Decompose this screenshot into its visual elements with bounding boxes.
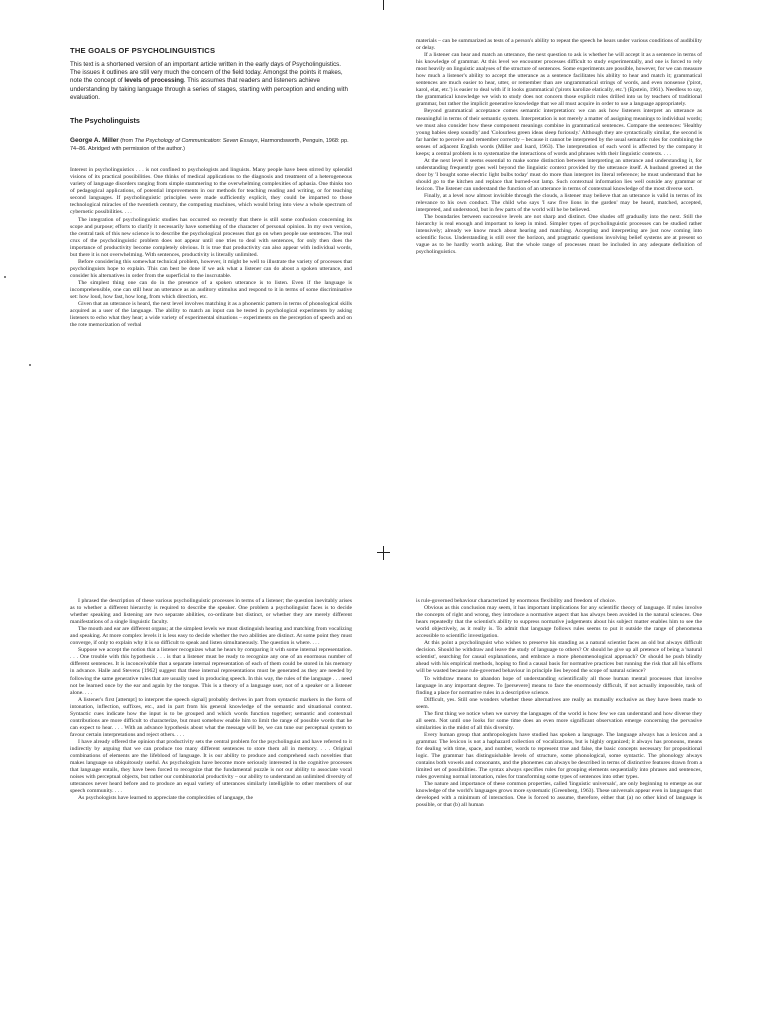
scan-speck — [4, 276, 6, 278]
body-paragraph: The simplest thing one can do in the presence of a spoken utterance is to listen. Even if the language is incomprehensible, one can still hear an utterance as an auditory stimulus and respond to it in terms of some discriminative set: how loud, how fast, how long, from which direction, etc. — [70, 279, 352, 301]
intro-key-term: levels of processing — [124, 77, 184, 85]
body-paragraph: Given that an utterance is heard, the next level involves matching it as a phonemic pattern in terms of phonological skills acquired as a user of the language. The ability to match an input can be tested in psychological experiments by asking listeners to echo what they hear; a wide variety of experimental situations – experiments on the perception of speech and on the rote memorization of verbal — [70, 301, 352, 329]
body-paragraph: The mouth and ear are different organs; at the simplest levels we must distinguish hearing and matching from vocalizing and speaking. At more complex levels it is less easy to decide whether the two abilities are distinct. At some point they must converge, if only to explain why it is so difficult to speak and listen simultaneously. The question is where. . . . — [70, 626, 352, 647]
body-paragraph: is rule-governed behaviour characterized by enormous flexibility and freedom of choice. — [416, 598, 617, 604]
body-paragraph: At this point a psycholinguist who wishes to preserve his standing as a natural scientist faces an old but always difficult decision. Should he withdraw and leave the study of language to others? Or should he give up all pretence of being a 'natural scientist', searching for causal explanations, and embrace a more phenomenological approach? Or should he push blindly ahead with his empirical methods, hoping to find a causal basis for normative practices but running the risk that all his efforts will be wasted because rule-governed behaviour in principle lies beyond the scope of natural science? — [416, 640, 702, 675]
crop-mark-top — [383, 0, 384, 10]
body-paragraph: I phrased the description of these various psycholinguistic processes in terms of a listener; the question inevitably arises as to whether a different hierarchy is required to describe the speaker. One problem a psycholinguist faces is to decide whether speaking and listening are two separate abilities, co-ordinate but distinct, or whether they are merely different manifestations of a single linguistic faculty. — [70, 598, 352, 626]
source-details: , Harmondsworth, Penguin, 1968: pp. 74–86. Abridged with permission of the author.) — [70, 138, 349, 152]
section-title: THE GOALS OF PSYCHOLINGUISTICS — [70, 46, 216, 55]
body-paragraph: A listener's first [attempt] to interpret the speech signal] probably derives in part from syntactic markers in the form of intonation, inflection, suffixes, etc., and in part from his general knowledge of the semantic and situational context. Syntactic cues indicate how the input is to be grouped and which words function together; semantic and contextual contributions are more difficult to characterize, but must somehow enable him to limit the range of possible words that he can expect to hear. . . . With an advance hypothesis about what the message will be, we can tune our perceptual system to favour certain interpretations and reject others. . . . — [70, 696, 352, 738]
body-paragraph: At the next level it seems essential to make some distinction between interpreting an utterance and understanding it, for understanding frequently goes well beyond the linguistic context provided by the utterance itself. A husband greeted at the door by 'I bought some electric light bulbs today' must do more than interpret its literal reference; he must understand that he should go to the kitchen and replace that burned-out lamp. Such contextual information lies well outside any grammar or lexicon. The listener can understand the function of an utterance in terms of contextual knowledge of the most diverse sort. — [416, 157, 702, 192]
body-paragraph: To withdraw means to abandon hope of understanding scientifically all those human mental processes that involve language in any important degree. To [persevere] means to face the enormously difficult, if not actually impossible, task of finding a place for normative rules in a descriptive science. — [416, 675, 702, 696]
article-subtitle: The Psycholinguists — [70, 116, 140, 126]
body-paragraph: The nature and importance of these common properties, called 'linguistic universals', are only beginning to emerge as our knowledge of the world's languages grows more systematic (Greenberg, 1963). These universals appear even in languages that developed with a minimum of interaction. One is forced to assume, therefore, either that (a) no other kind of language is possible, or that (b) all human — [416, 781, 702, 809]
scan-speck — [29, 364, 31, 366]
body-paragraph: Obvious as this conclusion may seem, it has important implications for any scientific theory of language. If rules involve the concepts of right and wrong, they introduce a normative aspect that has always been avoided in the natural sciences. One hears repeatedly that the scientist's ability to suppress normative judgements about his subject matter enables him to see the world objectively, as it really is. To admit that language follows rules seems to put it outside the range of phenomena accessible to scientific investigation. — [416, 605, 702, 640]
crop-mark-middle-vertical — [383, 546, 384, 560]
body-paragraph: As psychologists have learned to appreciate the complexities of language, the — [78, 795, 253, 802]
source-citation — [70, 137, 352, 153]
body-paragraph: Suppose we accept the notion that a listener recognizes what he hears by comparing it with some internal representation. . . . One trouble with this hypothesis . . . is that a listener must be ready to recognize any one of an enormous number of different sentences. It is inconceivable that a separate internal representation of each of them could be stored in his memory in advance. Halle and Stevens [1962] suggest that these internal representations must be generated as they are needed by following the same generative rules that are usually used in producing speech. In this way, the rules of the language . . . need not be learned once by the ear and again by the tongue. This is a theory of a language user, not of a speaker or a listener alone. . . . — [70, 647, 352, 696]
intro-text: This text is a shortened version of an important article written in the early days of Psycholinguistics. The issues it outlines are still very much the concern of the field today. Amongst the points it makes, note the concept of — [70, 61, 343, 85]
body-paragraph: The boundaries between successive levels are not sharp and distinct. One shades off gradually into the next. Still the hierarchy is real enough and important to keep in mind. Simpler types of psycholinguistic processes can be studied rather intensively; already we know much about hearing and matching. Accepting and interpreting are just now coming into scientific focus. Understanding is still over the horizon, and pragmatic questions involving belief systems are at present so vague as to be hardly worth asking. But the whole range of processes must be included in any adequate definition of psycholinguistics. — [416, 214, 702, 256]
body-paragraph: Difficult, yes. Still one wonders whether these alternatives are really as mutually exclusive as they have been made to seem. — [416, 696, 702, 710]
body-paragraph: I have already offered the opinion that productivity sets the central problem for the psycholinguist and have referred to it indirectly by arguing that we can produce too many different sentences to store them all in memory. . . . Original combinations of elements are the lifeblood of language. It is our ability to produce and comprehend such novelties that makes language so ubiquitously useful. As psychologists have become more seriously interested in the cognitive processes that language entails, they have been forced to recognize that the fundamental puzzle is not our ability to associate vocal noises with perceptual objects, but rather our combinatorial productivity – our ability to understand an unlimited diversity of utterances never heard before and to produce an equal variety of utterances similarly intelligible to other members of our speech community. . . . — [70, 738, 352, 795]
body-paragraph: Before considering this somewhat technical problem, however, it might be well to illustrate the variety of processes that psycholinguists hope to explain. This can best be done if we ask what a listener can do about a spoken utterance, and consider his alternatives in order from the superficial to the inscrutable. — [70, 258, 352, 279]
body-paragraph: The integration of psycholinguistic studies has occurred so recently that there is still some confusion concerning its scope and purpose; efforts to clarify it necessarily have something of the character of personal opinion. In my own version, the central task of this new science is to describe the psychological processes that go on when people use sentences. The real crux of the psycholinguistic problem does not appear until one tries to deal with sentences, for only then does the importance of productivity become completely obvious. It is true that productivity can also appear with individual words, but there it is not overwhelming. With sentences, productivity is literally unlimited. — [70, 216, 352, 258]
page-top-right — [416, 38, 702, 586]
body-paragraph: Interest in psycholinguistics . . . is not confined to psychologists and linguists. Many people have been stirred by splendid visions of its practical possibilities. One thinks of medical applications to the diagnosis and treatment of a heterogeneous variety of language disorders ranging from simple stammering to the overwhelming complexities of aphasia. One thinks too of pedagogical applications, of potential improvements in our methods for teaching reading and writing, or for teaching second languages. If psycholinguistic principles were made sufficiently explicit, they could be imparted to those technological miracles of the twentieth century, the computing machines, which would bring into view a whole spectrum of cybernetic possibilities. . . . — [70, 167, 352, 216]
body-paragraph: materials – can be summarized as tests of a person's ability to repeat the speech he hears under various conditions of audibility or delay. — [416, 38, 702, 52]
body-paragraph: Every human group that anthropologists have studied has spoken a language. The language always has a lexicon and a grammar. The lexicon is not a haphazard collection of vocalizations, but is highly organized; it always has pronouns, means for dealing with time, space, and number, words to represent true and false, the basic concepts necessary for propositional logic. The grammar has distinguishable levels of structure, some phonological, some syntactic. The phonology always contains both vowels and consonants, and the phonemes can always be described in terms of distinctive features drawn from a limited set of possibilities. The syntax always specifies rules for grouping elements sequentially into phrases and sentences, rules governing normal intonation, rules for transforming some types of sentences into other types. — [416, 731, 702, 781]
page-bottom-right — [416, 598, 702, 1024]
author-name: George A. Miller — [70, 137, 119, 145]
body-paragraph: If a listener can hear and match an utterance, the next question to ask is whether he will accept it as a sentence in terms of his knowledge of grammar. At this level we encounter processes difficult to study experimentally, and one is forced to rely most heavily on linguistic analyses of the structure of sentences. Some experiments are possible, however, for we can measure how much a listener's ability to accept the utterance as a sentence facilitates his ability to hear and match it; grammatical sentences are much easier to hear, utter, or remember than are ungrammatical strings of words, and even nonsense ('pirot, karol, elat, etc.') is easier to deal with if it looks grammatical ('pirots karolize elatically, etc.') (Epstein, 1961). Needless to say, the grammatical knowledge we wish to study does not concern those explicit rules drilled into us by teachers of traditional grammar, but rather the implicit generative knowledge that we all must acquire in order to use a language appropriately. — [416, 52, 702, 108]
crop-mark-middle-horizontal — [377, 552, 390, 553]
body-paragraph: The first thing we notice when we survey the languages of the world is how few we can understand and how diverse they all seem. Not until one looks for some time does an even more significant observation emerge concerning the pervasive similarities in the midst of all this diversity. — [416, 710, 702, 731]
page-bottom-left — [70, 598, 352, 1024]
intro-text-end: . This assumes that readers and listeners achieve understanding by taking language through a series of stages, starting with perception and ending with evaluation. — [70, 77, 348, 101]
intro-paragraph — [70, 61, 352, 102]
source-text: (from — [118, 138, 135, 145]
body-paragraph: Beyond grammatical acceptance comes semantic interpretation: we can ask how listeners interpret an utterance as meaningful in terms of their semantic system. Interpretation is not merely a matter of assigning meanings to individual words; we must also consider how these component meanings combine in grammatical sentences. Compare the sentences: 'Healthy young babies sleep soundly' and 'Colourless green ideas sleep furiously.' Although they are syntactically similar, the second is far harder to perceive and remember correctly – because it cannot be interpreted by the usual semantic rules for combining the senses of adjacent English words (Miller and Isard, 1963). The interpretation of each word is affected by the company it keeps; a central problem is to systematize the interactions of words and phrases with their linguistic contexts. . . . — [416, 108, 702, 157]
page-top-left — [70, 38, 352, 586]
source-book-title: The Psychology of Communication: Seven Essays — [134, 138, 258, 145]
body-paragraph: Finally, at a level now almost invisible through the clouds, a listener may believe that an utterance is valid in terms of its relevance to his own conduct. The child who says 'I saw five lions in the garden' may be heard, matched, accepted, interpreted, and understood, but in few parts of the world will he be believed. — [416, 193, 702, 214]
